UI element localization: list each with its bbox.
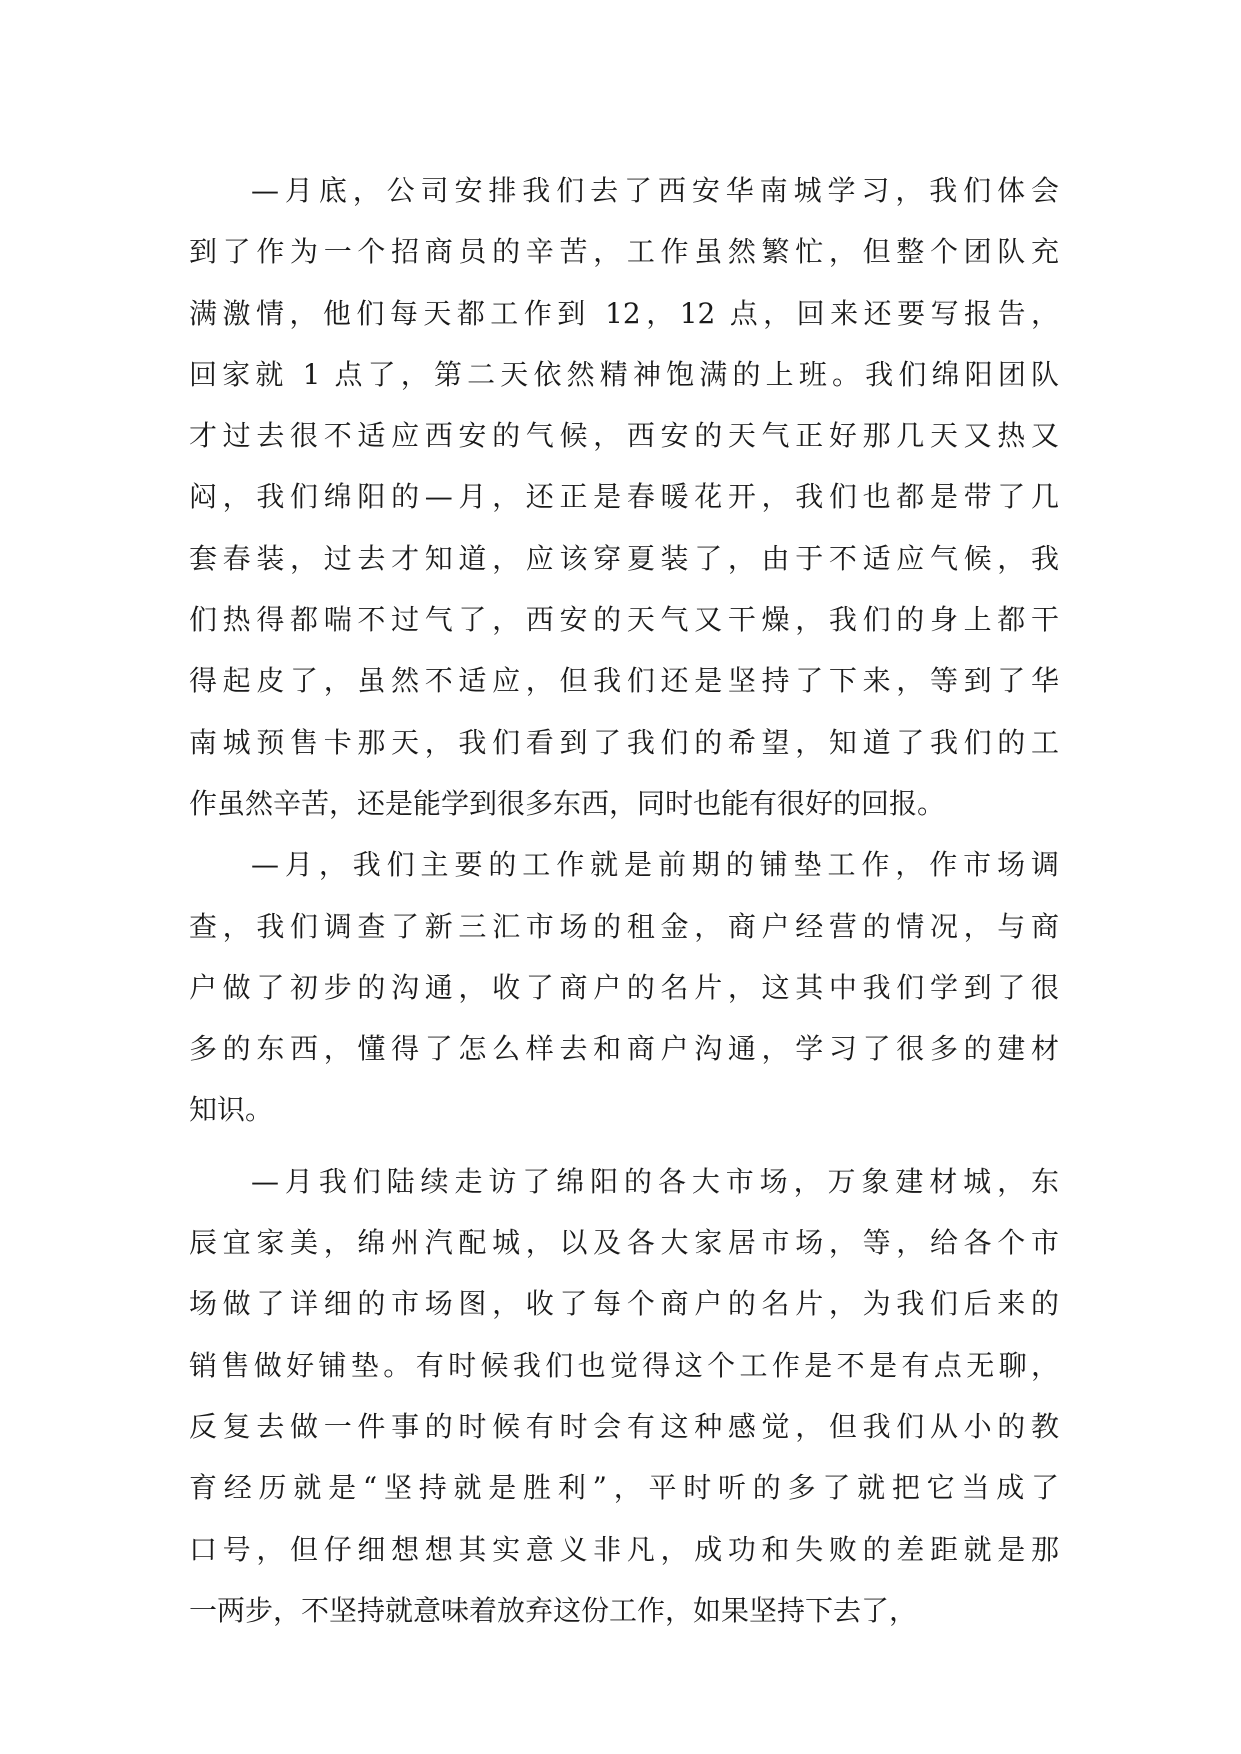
text-line: —月我们陆续走访了绵阳的各大市场，万象建材城，东 — [251, 1164, 1059, 1198]
text-line: 知识。 — [189, 1093, 274, 1127]
text-line: 场做了详细的市场图，收了每个商户的名片，为我们后来的 — [189, 1287, 1059, 1321]
text-line: 闷，我们绵阳的—月，还正是春暖花开，我们也都是带了几 — [189, 480, 1059, 514]
text-line: 得起皮了，虽然不适应，但我们还是坚持了下来，等到了华 — [189, 664, 1059, 698]
text-line: 口号，但仔细想想其实意义非凡，成功和失败的差距就是那 — [189, 1532, 1059, 1566]
text-line: 一两步，不坚持就意味着放弃这份工作，如果坚持下去了， — [189, 1593, 918, 1627]
text-line: 套春装，过去才知道，应该穿夏装了，由于不适应气候，我 — [189, 541, 1059, 575]
text-line: 满激情，他们每天都工作到 12，12 点，回来还要写报告， — [189, 296, 1059, 330]
text-line: 们热得都喘不过气了，西安的天气又干燥，我们的身上都干 — [189, 603, 1059, 637]
text-line: 作虽然辛苦，还是能学到很多东西，同时也能有很好的回报。 — [189, 786, 946, 820]
text-line: 回家就 1 点了，第二天依然精神饱满的上班。我们绵阳团队 — [189, 357, 1059, 391]
text-line: 反复去做一件事的时候有时会有这种感觉，但我们从小的教 — [189, 1409, 1059, 1443]
text-line: 辰宜家美，绵州汽配城，以及各大家居市场，等，给各个市 — [189, 1226, 1059, 1260]
text-line: 户做了初步的沟通，收了商户的名片，这其中我们学到了很 — [189, 970, 1059, 1004]
text-line: —月底，公司安排我们去了西安华南城学习，我们体会 — [251, 174, 1059, 207]
text-line: 才过去很不适应西安的气候，西安的天气正好那几天又热又 — [189, 419, 1059, 453]
text-line: 销售做好铺垫。有时候我们也觉得这个工作是不是有点无聊， — [189, 1348, 1059, 1382]
text-line: 多的东西，懂得了怎么样去和商户沟通，学习了很多的建材 — [189, 1032, 1059, 1066]
text-line: 南城预售卡那天，我们看到了我们的希望，知道了我们的工 — [189, 725, 1059, 759]
text-line: 到了作为一个招商员的辛苦，工作虽然繁忙，但整个团队充 — [189, 235, 1059, 269]
text-line: —月，我们主要的工作就是前期的铺垫工作，作市场调 — [251, 848, 1059, 882]
text-line: 育经历就是“坚持就是胜利”，平时听的多了就把它当成了 — [189, 1471, 1059, 1505]
text-line: 查，我们调查了新三汇市场的租金，商户经营的情况，与商 — [189, 909, 1059, 943]
body-text — [189, 160, 1059, 1641]
